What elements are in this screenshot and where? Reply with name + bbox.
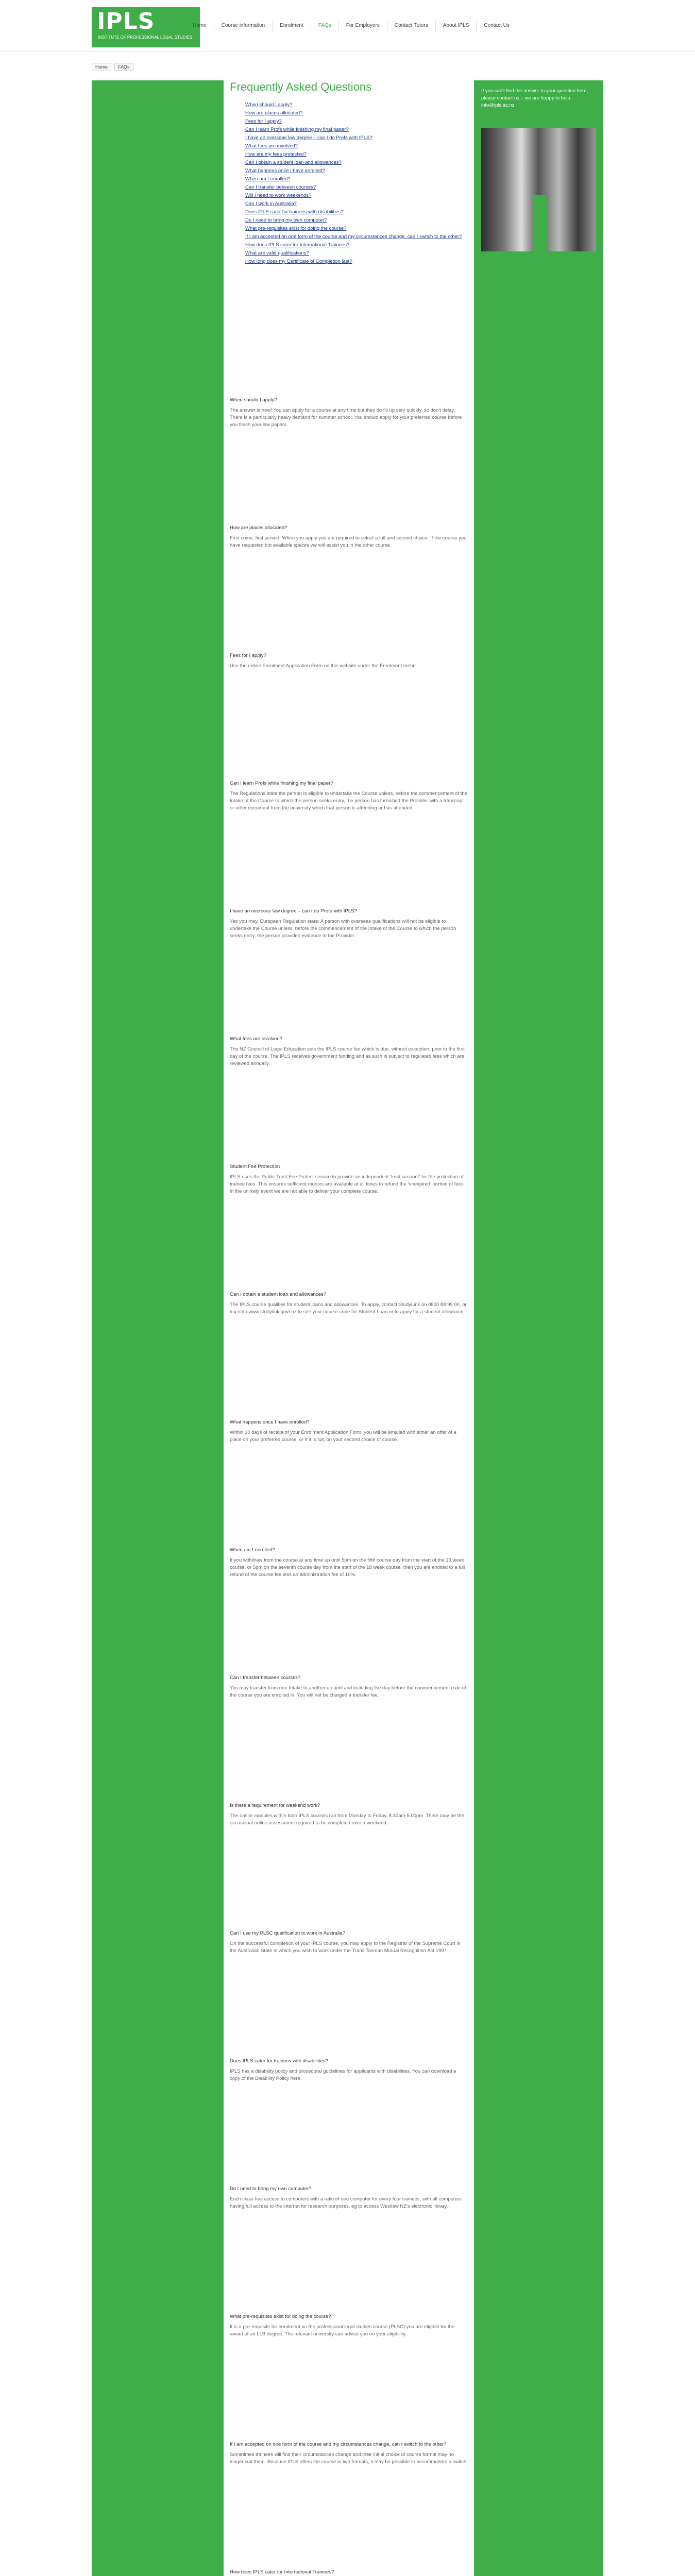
breadcrumb (92, 62, 133, 72)
faq-section (230, 780, 468, 899)
faq-link[interactable]: Can I learn Profs while finishing my final paper? (245, 127, 349, 132)
faq-section (230, 1419, 468, 1537)
faq-section (230, 2569, 468, 2576)
faq-link[interactable]: Can I obtain a student loan and allowances? (245, 160, 342, 165)
left-sidebar (92, 80, 224, 2576)
faq-question: I have an overseas law degree – can I do Profs with IPLS? (230, 908, 357, 914)
faq-section (230, 1547, 468, 1665)
faq-link[interactable]: How are my fees protected? (245, 151, 307, 157)
header (0, 0, 695, 52)
faq-question: How are places allocated? (230, 525, 287, 531)
faq-section (230, 397, 468, 515)
faq-link[interactable]: How are places allocated? (245, 110, 303, 116)
faq-link[interactable]: Do I need to bring my own computer? (245, 217, 327, 223)
faq-answer: First come, first served. When you apply you are required to select a full and second choice. If the course you have requested but available spaces we will assist you in the other course. (230, 535, 467, 548)
faq-link[interactable]: What happens once I have enrolled? (245, 168, 325, 174)
faq-question: How does IPLS cater for International Trainees? (230, 2569, 334, 2575)
faq-section (230, 1802, 468, 1921)
faq-section (230, 1163, 468, 1282)
breadcrumb-item[interactable]: FAQs (114, 63, 133, 71)
faq-answers (230, 397, 468, 2576)
help-text: If you can't find the answer to your question here, please contact us – we are happy to help: info@ipls.ac.nz (481, 88, 588, 108)
main-nav (185, 21, 517, 31)
faq-section (230, 1930, 468, 2048)
faq-question: If I am accepted on one form of the course and my circumstances change, can I switch to the other? (230, 2442, 447, 2447)
building-photo (481, 128, 596, 251)
faq-question: When am I enrolled? (230, 1547, 275, 1553)
faq-section (230, 2313, 468, 2432)
faq-answer: The NZ Council of Legal Education sets the IPLS course fee which is due, without exception, prior to the first day of the course. The IPLS receives government funding and as such is subject to regulated fees which are reviewed annually. (230, 1046, 465, 1066)
nav-item[interactable]: For Employers (339, 21, 387, 31)
faq-section (230, 2441, 468, 2560)
faq-link[interactable]: What fees are involved? (245, 143, 298, 149)
faq-link[interactable]: If I am accepted on one form of the course and my circumstances change, can I switch to the other? (245, 234, 462, 240)
faq-link[interactable]: When should I apply? (245, 102, 293, 108)
nav-item[interactable]: Course information (214, 21, 273, 31)
faq-answer: You may transfer from one Intake to another up until and including the day before the commencement date of the course you are enrolled in. You will not be charged a transfer fee. (230, 1685, 466, 1698)
faq-answer: Use the online Enrolment Application Form on this website under the Enrolment menu. (230, 663, 417, 669)
faq-answer: IPLS uses the Public Trust Fee Protect service to provide an independent 'trust account' for the protection of trainee fees. This ensures sufficient monies are available at all times to refund the 'unexpired' portion of fees in the unlikely event we are not able to deliver your complete course. (230, 1174, 464, 1194)
faq-question: Can I obtain a student loan and allowances? (230, 1292, 326, 1297)
faq-section (230, 2185, 468, 2304)
main-content (230, 80, 468, 266)
faq-answer: Within 10 days of receipt of your Enrolment Application Form, you will be emailed with either an offer of a place on your preferred course, or if it is full, on your second choice of course. (230, 1430, 456, 1443)
faq-section (230, 652, 468, 771)
faq-answer: IPLS has a disability policy and procedural guidelines for applicants with disabilities. You can download a copy of the Disability Policy here. (230, 2069, 456, 2081)
nav-item[interactable]: Contact Tutors (387, 21, 436, 31)
faq-link[interactable]: How does IPLS cater for International Trainees? (245, 242, 350, 248)
faq-question: What fees are involved? (230, 1036, 282, 1042)
faq-question: Fees for I apply? (230, 653, 266, 658)
faq-link[interactable]: Will I need to work weekends? (245, 193, 312, 198)
nav-item[interactable]: Contact Us (477, 21, 517, 31)
faq-link[interactable]: Can I work in Australia? (245, 201, 297, 207)
faq-answer: The answer is now! You can apply for a course at any time but they do fill up very quickly, so don't delay. There is a particularly heavy demand for summer school. You should apply for your preferred course before you finish your law papers. (230, 408, 462, 428)
logo[interactable] (92, 7, 200, 47)
faq-link[interactable]: How long does my Certificate of Completion last? (245, 259, 352, 264)
faq-section (230, 1036, 468, 1154)
right-sidebar (474, 80, 603, 2576)
photo-green-panel (533, 195, 548, 251)
page-title: Frequently Asked Questions (230, 80, 372, 93)
faq-answer: Each class has access to computers with a ratio of one computer for every four trainees, with all computers having full access to the internet for research purposes, eg to access Westlaw NZ's electronic library. (230, 2196, 462, 2209)
faq-section (230, 1291, 468, 1410)
faq-link[interactable]: Fees for I apply? (245, 118, 282, 124)
faq-section (230, 1674, 468, 1793)
faq-question: Can I learn Profs while finishing my final paper? (230, 781, 333, 786)
faq-question: Can I use my PLSC qualification to work in Australia? (230, 1930, 345, 1936)
faq-section (230, 524, 468, 643)
faq-answer: If you withdraw from the course at any time up until 5pm on the fifth course day from the start of the 13 week course, or 5pm on the seventh course day from the start of the 18 week course, then you are entitled to a full refund of the course fee less an administration fee of 10%. (230, 1557, 465, 1578)
faq-link[interactable]: When am I enrolled? (245, 176, 291, 182)
faq-section (230, 2058, 468, 2176)
logo-subtitle: INSTITUTE OF PROFESSIONAL LEGAL STUDIES (98, 35, 193, 40)
faq-link-list (230, 101, 468, 266)
faq-link[interactable]: I have an overseas law degree – can I do Profs with IPLS? (245, 135, 372, 141)
faq-section (230, 908, 468, 1026)
nav-item[interactable]: Home (185, 21, 214, 31)
faq-question: When should I apply? (230, 397, 277, 403)
faq-answer: Sometimes trainees will find their circumstances change and their initial choice of course format may no longer suit them. Because IPLS offers the course in two formats, it may be possible to accommodate a switch. (230, 2452, 468, 2465)
faq-question: What happens once I have enrolled? (230, 1419, 310, 1425)
faq-answer: The IPLS course qualifies for student loans and allowances. To apply, contact StudyLink on 0800 88 99 00, or log onto www.studylink.govt.nz to see your course code for Student Loan or to apply for a student allowance. (230, 1302, 467, 1315)
faq-answer: The onsite modules within both IPLS courses run from Monday to Friday, 8.30am-5.00pm. There may be the occasional online assessment required to be completed over a weekend. (230, 1813, 464, 1826)
faq-question: Can I transfer between courses? (230, 1675, 301, 1681)
nav-item[interactable]: Enrolment (273, 21, 311, 31)
faq-answer: It is a pre-requisite for enrolment on the professional legal studies course (PLSC) you are eligible for the award of an LLB degree. The relevant university can advise you on your eligibility. (230, 2324, 455, 2337)
faq-link[interactable]: What are valid qualifications? (245, 250, 309, 256)
nav-item[interactable]: About IPLS (436, 21, 477, 31)
faq-answer: On the successful completion of your IPLS course, you may apply to the Registrar of the Supreme Court in the Australian State in which you wish to work under the Trans Tasman Mutual Recognition Act 1997. (230, 1941, 461, 1954)
faq-answer: Yes you may, European Regulation state: A person with overseas qualifications will not be eligible to undertake the Course unless, before the commencement of the Intake of the Course to which the person seeks entry, the person provides evidence to the Provider. (230, 919, 456, 939)
faq-question: Is there a requirement for weekend work? (230, 1803, 320, 1808)
faq-question: Student Fee Protection (230, 1164, 280, 1170)
faq-answer: The Regulations state the person is eligible to undertake the Course unless, before the commencement of the Intake of the Course to which the person seeks entry, the person has furnished the Provider with a transcript or other document from the university which that person is attending or has attended. (230, 791, 468, 811)
faq-question: Do I need to bring my own computer? (230, 2186, 312, 2192)
nav-item[interactable]: FAQs (311, 21, 339, 31)
faq-link[interactable]: Does IPLS cater for trainees with disabilities? (245, 209, 344, 215)
faq-question: What pre-requisites exist for doing the course? (230, 2314, 331, 2319)
logo-text: IPLS (97, 8, 155, 35)
faq-question: Does IPLS cater for trainees with disabilities? (230, 2058, 328, 2064)
breadcrumb-item[interactable]: Home (92, 63, 111, 71)
faq-link[interactable]: Can I transfer between courses? (245, 184, 316, 190)
faq-link[interactable]: What pre-requisites exist for doing the course? (245, 226, 347, 231)
